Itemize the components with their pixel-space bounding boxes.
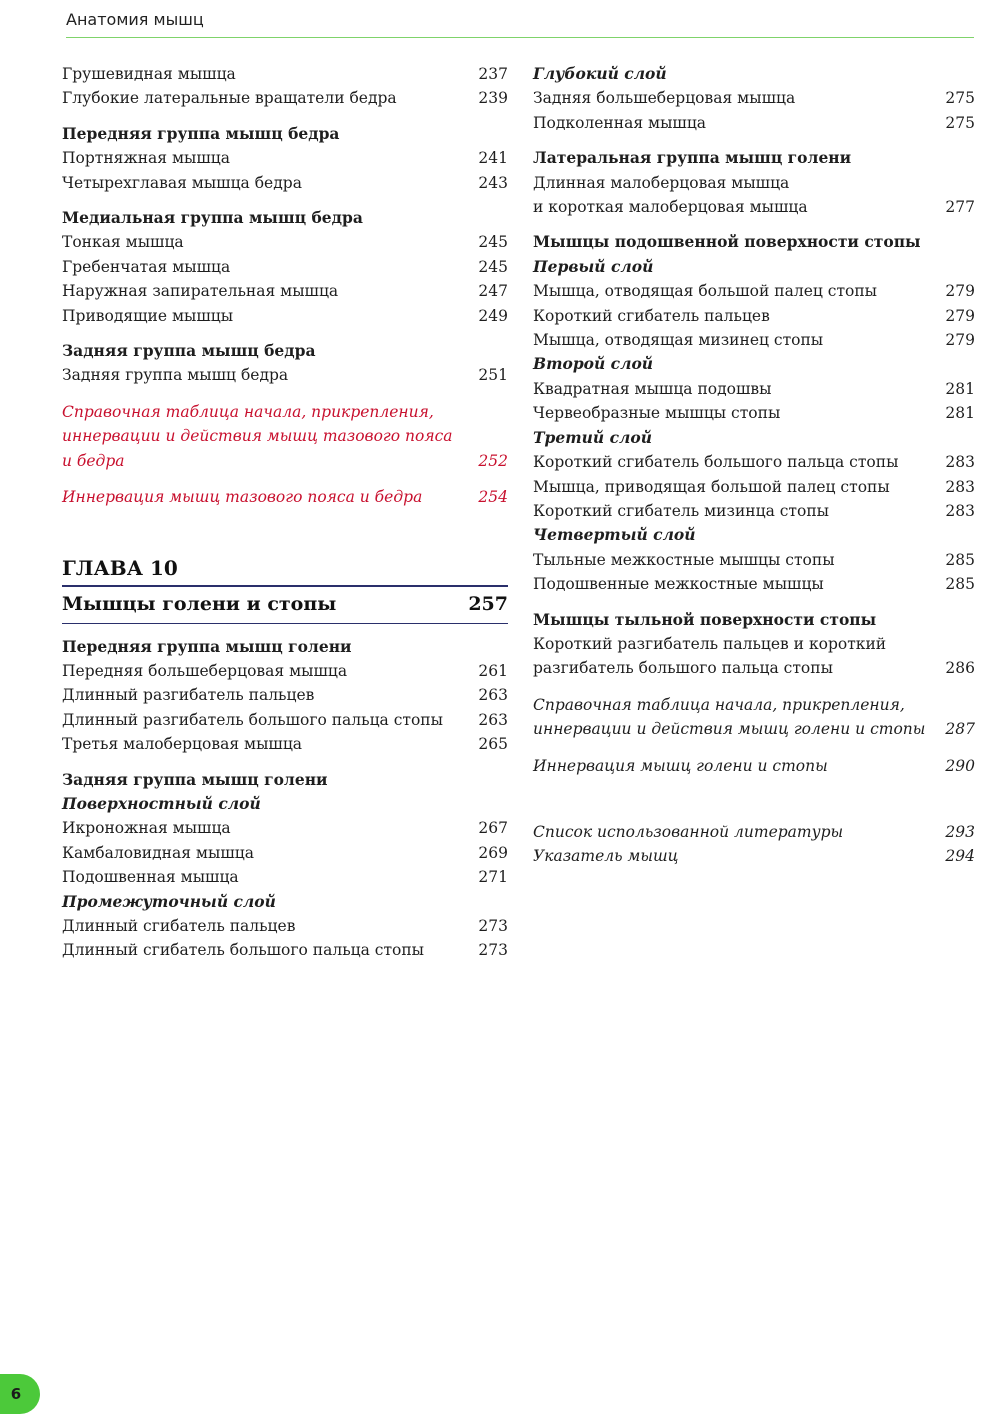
- section-heading: Мышцы тыльной поверхности стопы: [533, 609, 877, 629]
- subsection-heading: Промежуточный слой: [62, 891, 276, 911]
- toc-entry[interactable]: Подошвенные межкостные мышцы 285: [533, 575, 975, 594]
- toc-entry[interactable]: Мышца, отводящая большой палец стопы 279: [533, 282, 975, 301]
- subsection-heading: Третий слой: [533, 427, 652, 447]
- toc-entry[interactable]: Приводящие мышцы 249: [62, 306, 508, 325]
- reference-table-entry[interactable]: Справочная таблица начала, прикрепления, иннервации и действия мышц голени и стопы 287: [533, 695, 975, 739]
- toc-entry[interactable]: Длинный сгибатель пальцев 273: [62, 916, 508, 935]
- toc-entry[interactable]: Мышца, приводящая большой палец стопы 283: [533, 477, 975, 496]
- toc-entry[interactable]: Длинный разгибатель пальцев 263: [62, 686, 508, 705]
- running-header: Анатомия мышц: [66, 10, 204, 29]
- page-number-badge: 6: [0, 1374, 40, 1414]
- section-heading: Задняя группа мышц голени: [62, 769, 328, 789]
- section-heading: Мышцы подошвенной поверхности стопы: [533, 232, 921, 252]
- toc-entry[interactable]: Грушевидная мышца 237: [62, 65, 508, 83]
- toc-entry[interactable]: Наружная запирательная мышца 247: [62, 282, 508, 301]
- innervation-entry[interactable]: Иннервация мышц голени и стопы 290: [533, 756, 975, 775]
- toc-left-column: [62, 62, 508, 963]
- toc-entry[interactable]: Задняя группа мышц бедра 251: [62, 366, 508, 385]
- toc-right-column: [533, 62, 975, 869]
- toc-entry[interactable]: Короткий сгибатель мизинца стопы 283: [533, 501, 975, 520]
- toc-entry[interactable]: Портняжная мышца 241: [62, 149, 508, 168]
- toc-entry[interactable]: Короткий сгибатель большого пальца стопы 283: [533, 453, 975, 472]
- toc-entry[interactable]: Длинный сгибатель большого пальца стопы 273: [62, 941, 508, 960]
- toc-entry[interactable]: Камбаловидная мышца 269: [62, 843, 508, 862]
- subsection-heading: Поверхностный слой: [62, 793, 261, 813]
- muscle-index-entry[interactable]: Указатель мышц 294: [533, 847, 975, 866]
- section-heading: Передняя группа мышц голени: [62, 636, 352, 656]
- toc-entry[interactable]: Длинная малоберцовая мышца и короткая малоберцовая мышца 277: [533, 173, 975, 217]
- section-heading: Передняя группа мышц бедра: [62, 123, 340, 143]
- subsection-heading: Глубокий слой: [533, 64, 667, 83]
- toc-entry[interactable]: Подошвенная мышца 271: [62, 868, 508, 887]
- subsection-heading: Первый слой: [533, 256, 654, 276]
- toc-entry[interactable]: Мышца, отводящая мизинец стопы 279: [533, 331, 975, 350]
- toc-entry[interactable]: Тыльные межкостные мышцы стопы 285: [533, 550, 975, 569]
- section-heading: Задняя группа мышц бедра: [62, 341, 316, 361]
- chapter-label: ГЛАВА 10: [62, 554, 508, 587]
- toc-entry[interactable]: Икроножная мышца 267: [62, 819, 508, 838]
- reference-table-entry[interactable]: Справочная таблица начала, прикрепления, иннервации и действия мышц тазового пояса и бедра 252: [62, 402, 508, 470]
- header-rule: [66, 37, 974, 38]
- toc-entry[interactable]: Червеобразные мышцы стопы 281: [533, 404, 975, 423]
- toc-entry[interactable]: Квадратная мышца подошвы 281: [533, 379, 975, 398]
- section-heading: Латеральная группа мышц голени: [533, 148, 852, 168]
- toc-entry[interactable]: Короткий разгибатель пальцев и короткий разгибатель большого пальца стопы 286: [533, 634, 975, 678]
- toc-entry[interactable]: Короткий сгибатель пальцев 279: [533, 306, 975, 325]
- innervation-entry[interactable]: Иннервация мышц тазового пояса и бедра 254: [62, 488, 508, 507]
- subsection-heading: Второй слой: [533, 354, 654, 374]
- bibliography-entry[interactable]: Список использованной литературы 293: [533, 822, 975, 841]
- toc-entry[interactable]: Глубокие латеральные вращатели бедра 239: [62, 89, 508, 108]
- toc-entry[interactable]: Длинный разгибатель большого пальца стопы 263: [62, 710, 508, 729]
- toc-entry[interactable]: Четырехглавая мышца бедра 243: [62, 173, 508, 192]
- toc-entry[interactable]: Тонкая мышца 245: [62, 233, 508, 252]
- toc-intro-group: [62, 62, 508, 111]
- toc-entry[interactable]: Задняя большеберцовая мышца 275: [533, 89, 975, 108]
- toc-entry[interactable]: Третья малоберцовая мышца 265: [62, 735, 508, 754]
- subsection-heading: Четвертый слой: [533, 525, 696, 545]
- chapter-title[interactable]: Мышцы голени и стопы 257: [62, 591, 508, 624]
- section-heading: Медиальная группа мышц бедра: [62, 208, 363, 228]
- toc-entry[interactable]: Подколенная мышца 275: [533, 113, 975, 132]
- toc-entry[interactable]: Передняя большеберцовая мышца 261: [62, 661, 508, 680]
- toc-entry[interactable]: Гребенчатая мышца 245: [62, 257, 508, 276]
